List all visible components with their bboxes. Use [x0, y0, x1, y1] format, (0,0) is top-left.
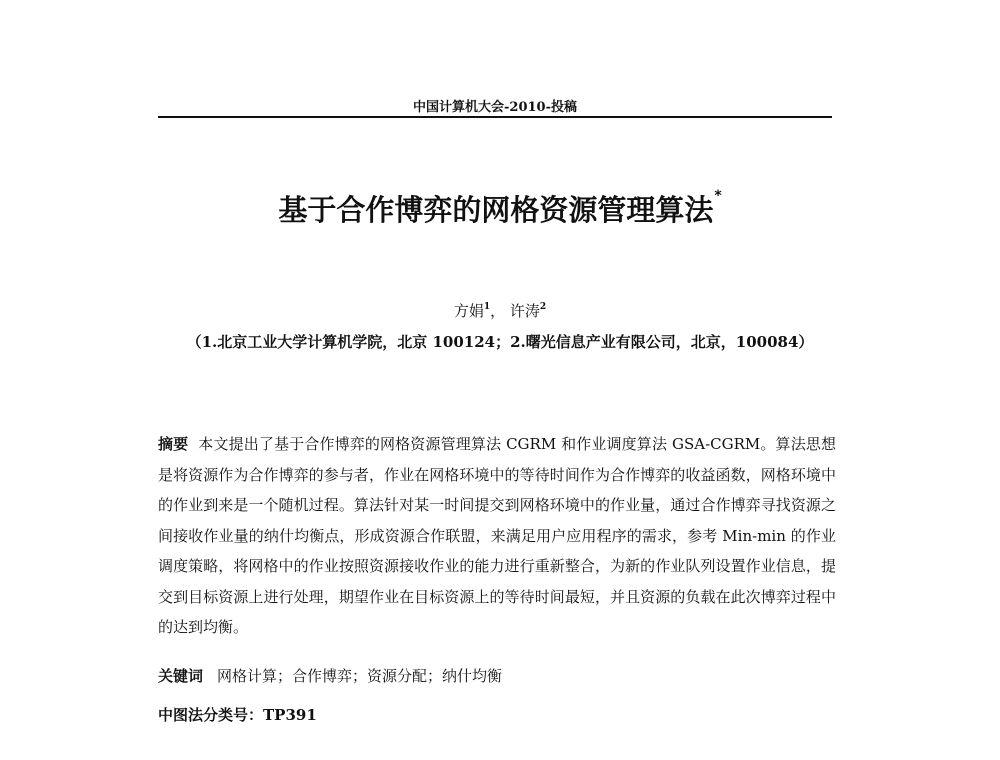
- author-2-name: 许涛: [509, 302, 540, 320]
- title-footnote-mark: *: [714, 188, 722, 204]
- header-rule: [158, 116, 832, 118]
- author-1-name: 方娟: [453, 302, 484, 320]
- author-line: [0, 300, 1000, 321]
- paper-title: [0, 188, 1000, 229]
- affiliation-line: （1.北京工业大学计算机学院，北京 100124；2.曙光信息产业有限公司，北京，100084）: [186, 333, 814, 351]
- keywords-label: 关键词: [158, 667, 204, 685]
- keywords: [158, 665, 502, 686]
- paper-title-text: 基于合作博弈的网格资源管理算法: [278, 193, 714, 227]
- author-1-affil-mark: 1: [483, 302, 491, 312]
- author-2-affil-mark: 2: [539, 302, 547, 312]
- running-header: 中国计算机大会-2010-投稿: [413, 100, 577, 115]
- abstract: [158, 429, 836, 643]
- abstract-label: 摘要: [158, 435, 189, 453]
- abstract-body: 本文提出了基于合作博弈的网格资源管理算法 CGRM 和作业调度算法 GSA-CGRM。算法思想是将资源作为合作博弈的参与者，作业在网格环境中的等待时间作为合作博弈的收益函数，网格环境中的作业到来是一个随机过程。算法针对某一时间提交到网格环境中的作业量，通过合作博弈寻找资源之间接收作业量的纳什均衡点，形成资源合作联盟，来满足用户应用程序的需求，参考 Min-min 的作业调度策略，将网格中的作业按照资源接收作业的能力进行重新整合，为新的作业队列设置作业信息，提交到目标资源上进行处理，期望作业在目标资源上的等待时间最短，并且资源的负载在此次博弈过程中的达到均衡。: [158, 435, 836, 636]
- author-separator: ，: [490, 302, 506, 320]
- keywords-text: 网格计算；合作博弈；资源分配；纳什均衡: [217, 667, 503, 685]
- classification-number: 中图法分类号：TP391: [158, 706, 317, 724]
